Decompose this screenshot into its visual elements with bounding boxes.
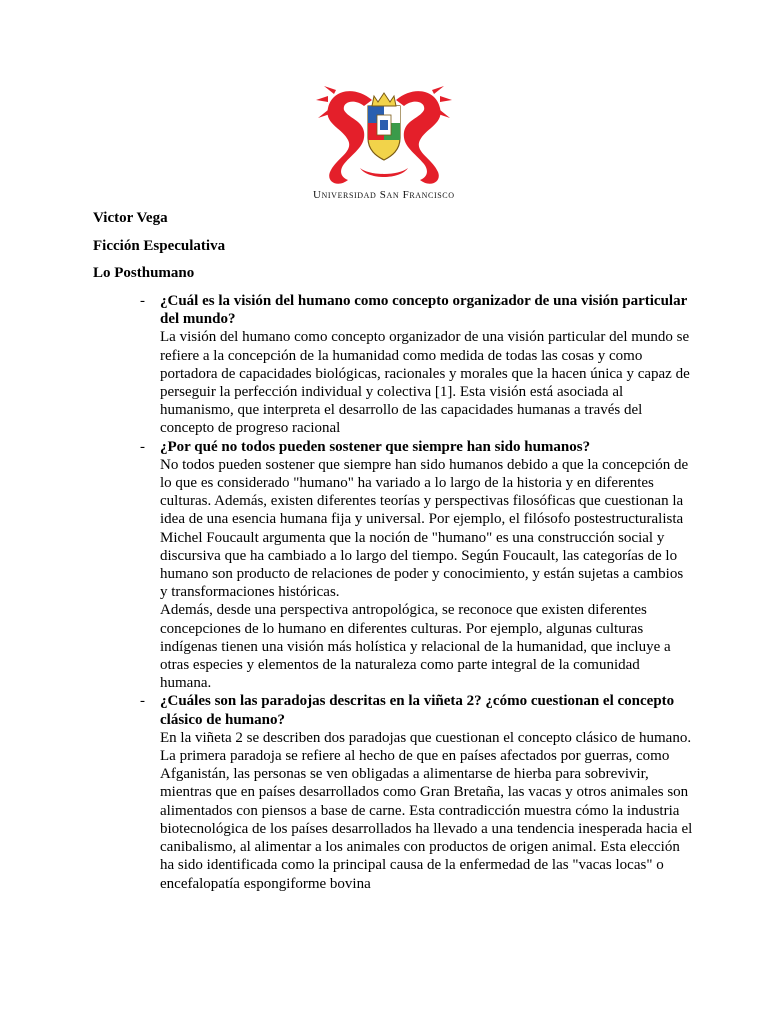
university-crest-icon	[314, 80, 454, 190]
list-item	[93, 692, 693, 892]
list-bullet: -	[140, 438, 145, 455]
answer-paragraph: Además, desde una perspectiva antropológica, se reconoce que existen diferentes concepciones de lo humano en diferentes culturas. Por ejemplo, algunas culturas indígenas tienen una visión más holística y relacional de la humanidad, que incluye a otras especies y elementos de la naturaleza como parte integral de la comunidad humana.	[160, 602, 671, 692]
answer-paragraph: La visión del humano como concepto organizador de una visión particular del mundo se refiere a la concepción de la humanidad como medida de todas las cosas y como portadora de capacidades biológicas, racionales y morales que la hacen única y capaz de perseguir la perfección individual y colectiva [1]. Esta visión está asociada al humanismo, que interpreta el desarrollo de las capacidades humanas a través del concepto de progreso racional	[160, 329, 690, 437]
answer-paragraph: La primera paradoja se refiere al hecho de que en países afectados por guerras, como Afganistán, las personas se ven obligadas a alimentarse de hierba para sobrevivir, mientras que en países desarrollados como Gran Bretaña, las vacas y otros animales son alimentados con piensos a base de carne. Esta contradicción muestra cómo la industria biotecnológica de los países desarrollados ha llevado a una tendencia inesperada hacia el canibalismo, al alimentar a los animales con productos de origen animal. Esta elección ha sido identificada como la principal causa de la enfermedad de las "vacas locas" o encefalopatía espongiforme bovina	[160, 748, 693, 892]
author-name: Victor Vega	[93, 210, 168, 226]
university-name: Universidad San Francisco	[313, 189, 455, 201]
list-item	[93, 438, 693, 693]
answer-paragraph: En la viñeta 2 se describen dos paradojas que cuestionan el concepto clásico de humano.	[160, 729, 692, 746]
list-item	[93, 292, 693, 438]
topic-title: Lo Posthumano	[93, 265, 195, 281]
course-name: Ficción Especulativa	[93, 238, 226, 254]
question-heading: ¿Cuál es la visión del humano como concepto organizador de una visión particular del mundo?	[160, 293, 687, 328]
question-heading: ¿Por qué no todos pueden sostener que siempre han sido humanos?	[160, 438, 591, 455]
list-bullet: -	[140, 693, 145, 710]
question-heading: ¿Cuáles son las paradojas descritas en la viñeta 2? ¿cómo cuestionan el concepto clásico de humano?	[160, 693, 675, 728]
answer-paragraph: No todos pueden sostener que siempre han sido humanos debido a que la concepción de lo que es considerado "humano" ha variado a lo largo de la historia y en diferentes culturas. Además, existen diferentes teorías y perspectivas filosóficas que cuestionan la idea de una esencia humana fija y universal. Por ejemplo, el filósofo postestructuralista Michel Foucault argumenta que la noción de "humano" es una construcción social y discursiva que ha cambiado a lo largo del tiempo. Según Foucault, las categorías de lo humano son producto de relaciones de poder y conocimiento, y están sujetas a cambios y transformaciones históricas.	[160, 456, 689, 601]
university-logo	[0, 80, 768, 190]
question-list	[93, 292, 693, 893]
list-bullet: -	[140, 293, 145, 309]
